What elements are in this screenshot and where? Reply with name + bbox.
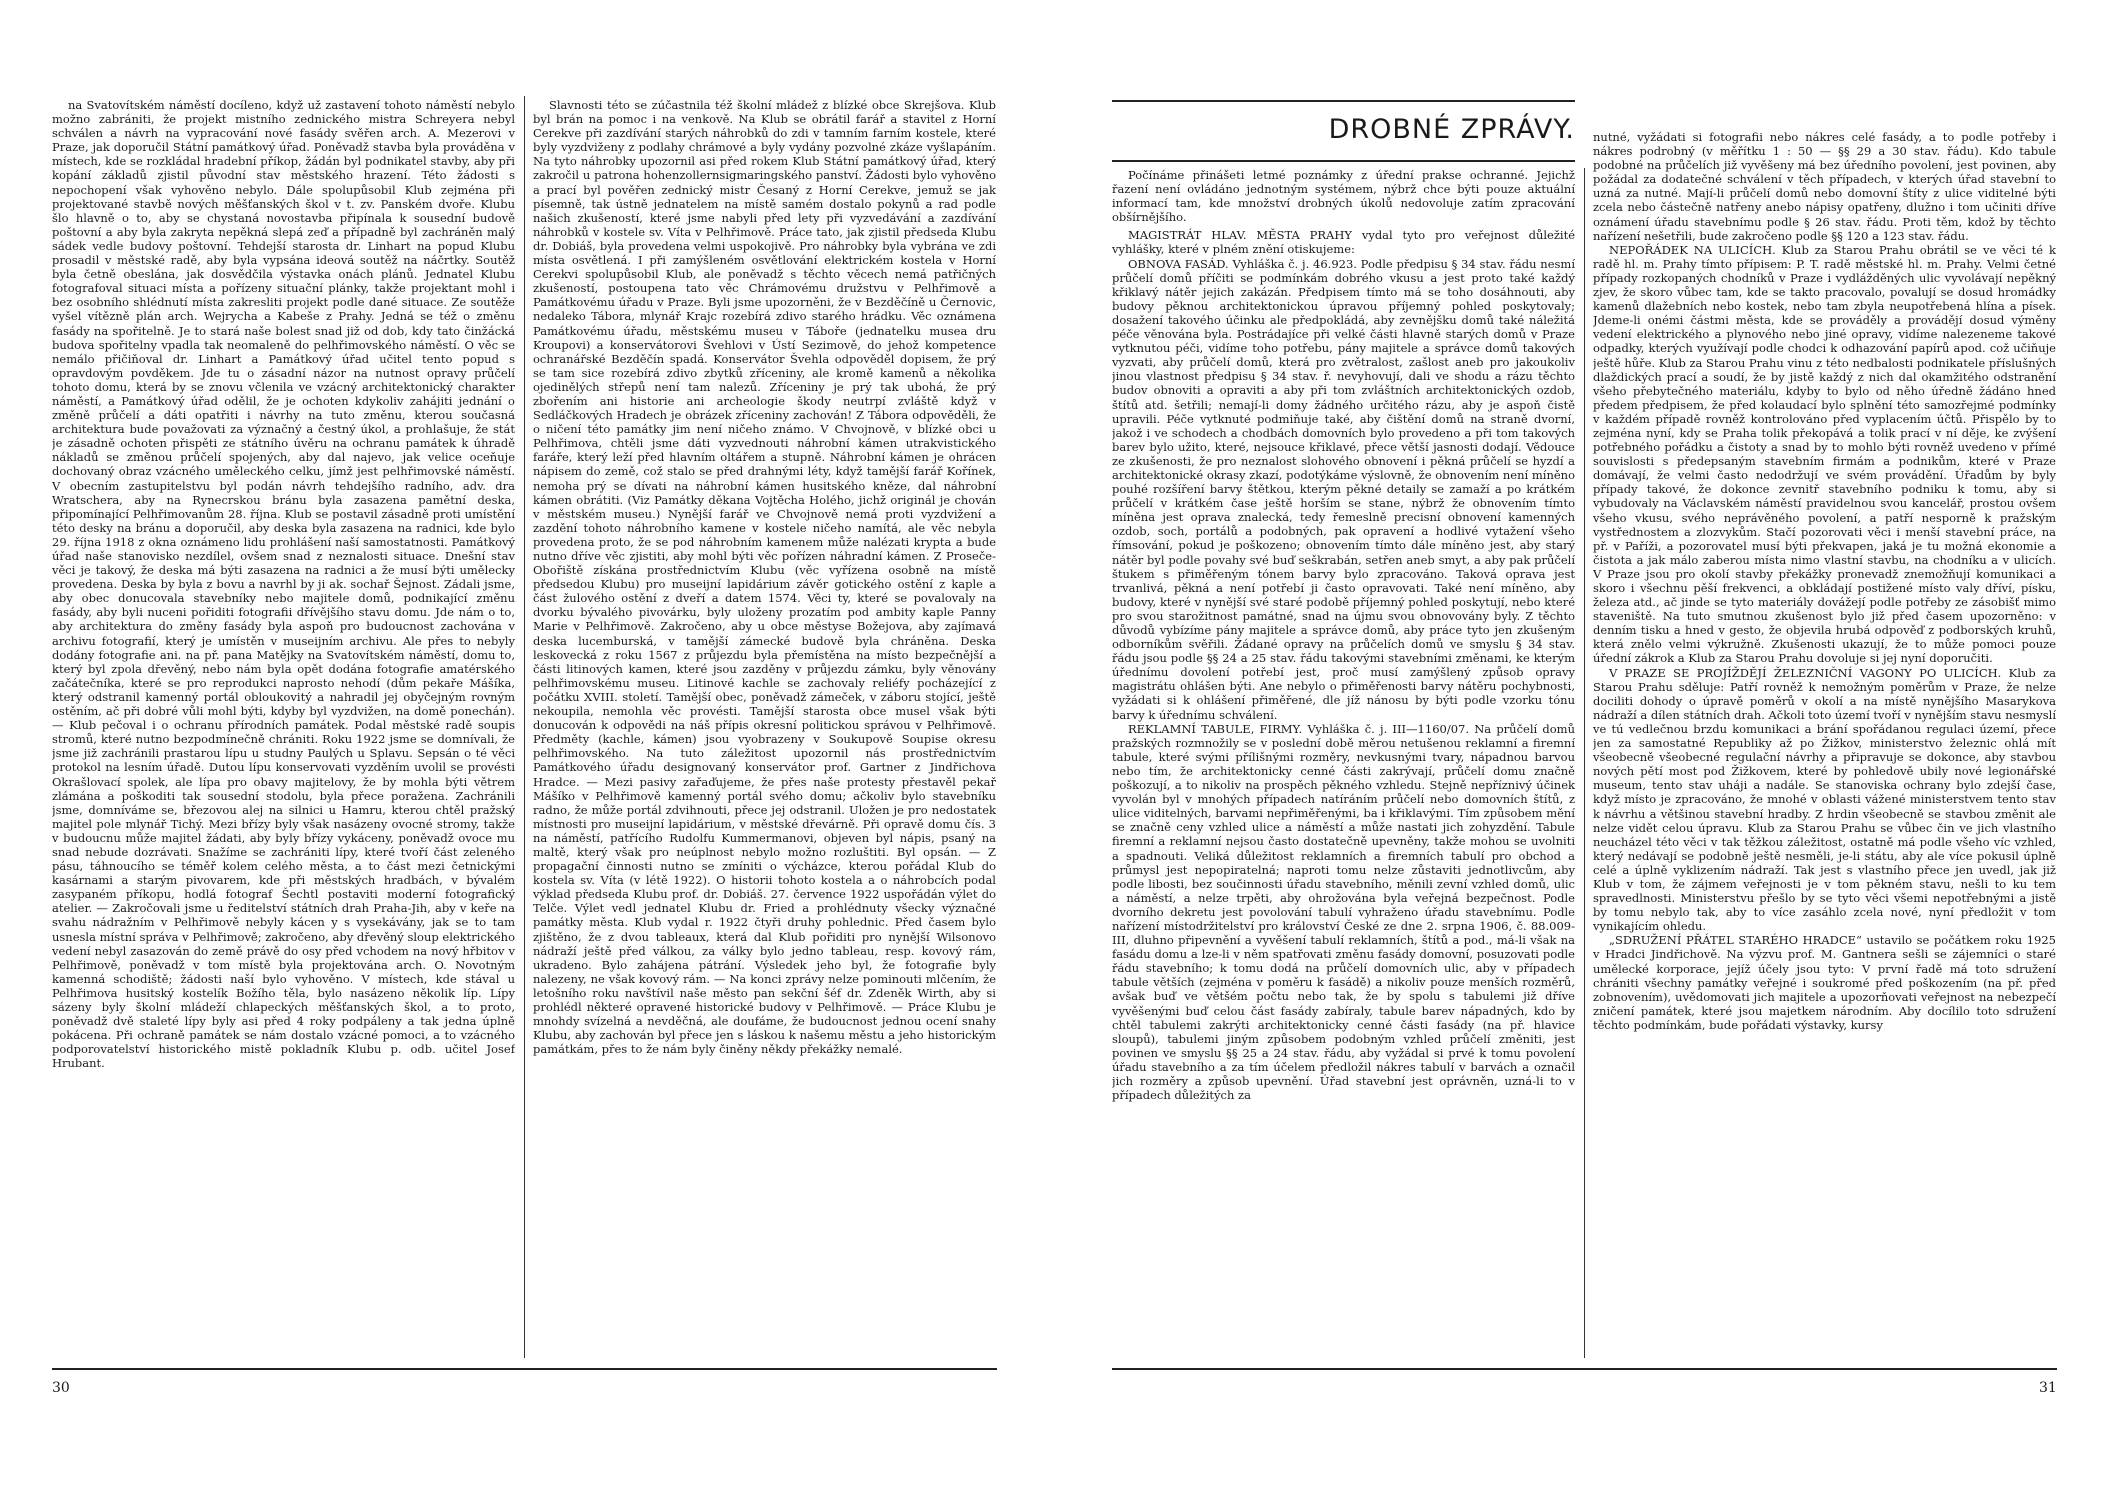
right-page — [1057, 0, 2114, 1500]
right-page-column-1 — [1112, 168, 1575, 1358]
paragraph: V PRAZE SE PROJÍŽDĚJÍ ŽELEZNIČNÍ VAGONY PO ULICÍCH. Klub za Starou Prahu sděluje: Patří rovněž k nemožným poměrům v Praze, že nelze dociliti dohody o úpravě poměrů v okolí a na místě nynějšího Masarykova nádraží a dílen státních drah. Ačkoli toto území tvoří v nynějším stavu nesmyslí ve tú vedlečnou brzdu komunikaci a brání spořádanou regulaci území, přece jen za samostatné Republiky až po Žižkov, ministerstvo železnic ohlá mít všeobecně všeobecné regulační návrhy a připravuje se dokonce, aby stavbou nových pětí most pod Žižkovem, které by pohledově ubily nové legionářské museum, tento stav uháji a nadále. Se stanoviska ochrany bylo zdejší čase, když místo je zpracováno, že mnohé v oblasti vážené ministerstvem tento stav k návrhu a většinou stavební hradby. Z hrdin všeobecně se stavbou změnit ale nelze vidět celou úpravu. Klub za Starou Prahu se vůbec čin ve jich vlastního neucházel této věci v tak těžkou záležitost, ostatně má podle všeho víc vzhled, který nedávají se podobně ještě nesměli, je-li státu, aby ale více pokusil úplně celé a úplně vyklizením nádraží. Tak jest s vlastního přece jen uvedl, jak již Klub v tom, že zájmem veřejnosti je v tom pěkném stavu, nešli to ku tem spravedlnosti. Ministerstvu přešlo by se tyto věci všemi nepotřebnými a jistě by tomu nebylo tak, aby to více zasáhlo zcela nové, nyní předložit v tom vynikajícím ohledu. — [1593, 665, 2056, 934]
right-page-column-2 — [1593, 130, 2056, 1358]
footer-rule — [1112, 1368, 2057, 1370]
paragraph: na Svatovítském náměstí docíleno, když už zastavení tohoto náměstí nebylo možno zabrániti, že projekt mistního zednického mistra Schreyera nebyl schválen a návrh na vypracování nové fasády svěřen arch. A. Mezerovi v Praze, jak doporučil Státní památkový úřad. Poněvadž stavba byla prováděna v místech, kde se rozkládal hradební příkop, žádán byl podnikatel stavby, aby při kopání základů zjistil původní stav městského hrazení. Této žádosti s nepochopení však vyhověno nebylo. Dále spolupůsobil Klub zejména při projektované stavbě nových měšťanských škol v t. zv. Panském dvoře. Klubu šlo hlavně o to, aby se chystaná novostavba připínala k sousední budově poštovní a aby byla zakryta nepěkná slepá zeď a případně byl zachráněn malý sádek vedle budovy poštovní. Tehdejší starosta dr. Linhart na popud Klubu prosadil v městské radě, aby byla vypsána ideová soutěž na náčrtky. Soutěž byla četně obeslána, jak dosvědčila výstavka onách plánů. Jednatel Klubu fotografoval situaci místa a pořízeny situační plánky, takže projektant mohl i bez osobního shlédnutí místa zakresliti projekt podle dané situace. Ze soutěže vyšel vítězně plán arch. Wejrycha a Kabeše z Prahy. Jedná se též o změnu fasády na spořitelně. Je to stará naše bolest snad již od dob, kdy tato činžácká budova spořitelny vpadla tak neomaleně do pelhřimovského náměstí. O věc se nemálo přičiňoval dr. Linhart a Památkový úřad učitel tento popud s opravdovým povděkem. Jde tu o zásadní názor na nutnost opravy průčelí tohoto domu, která by se znovu včlenila ve vzácný architektonický charakter náměstí, a Památkový úřad odělil, že je ochoten kdykoliv zahájiti jednání o změně průčelí a dáti opatřiti i návrhy na tuto změnu, kterou současná architektura bude považovati za význačný a čestný úkol, a prohlašuje, že stát je zásadně ochoten přispěti ze státního úvěru na ochranu památek k úhradě nákladů se změnou průčelí spojených, aby dal najevo, jak velice oceňuje dochovaný obraz vzácného uměleckého celku, jímž jest pelhřimovské náměstí. V obecním zastupitelstvu byl podán návrh tehdejšího radního, adv. dra Wratschera, aby na Rynecrskou bránu byla zasazena pamětní deska, připomínající Pelhřimovanům 28. října. Klub se postavil zásadně proti umístění této desky na bránu a doporučil, aby deska byla zasazena na radnici, kde bylo 29. října 1918 z okna oznámeno lidu prohlášení naší samostatnosti. Památkový úřad naše stanovisko nezdílel, ovšem snad z neznalosti situace. Dnešní stav věci je takový, že deska má býti zasazena na radnici a že musí býti umělecky provedena. Deska by byla z bovu a navrhl by ji ak. sochař Šejnost. Zádali jsme, aby obec donucovala stavebníky nebo majitele domů, podnikající změnu fasády, aby byli nuceni pořiditi fotografii dřívějšího stavu domu. Jde nám o to, aby architektura do změny fasády byla aspoň pro budoucnost zachována v archivu fotografií, který je umístěn v museijním archivu. Ale přes to nebyly dodány fotografie ani. na př. pana Matějky na Svatovítském náměstí, domu to, který byl zpola dřevěný, nebo nám byla opět dodána fotografie amatérského začátečníka, které se pro reprodukci naprosto nehodí (dům pekaře Mášíka, který odstranil kamenný portál obloukovitý a nahradil jej obyčejným rovným ostěním, ač při dobré vůli mohl býti, kdyby byl vyzdvižen, na domě ponechán). — Klub pečoval i o ochranu přírodních památek. Podal městské radě soupis stromů, které nutno bezpodmínečně chrániti. Roku 1922 jsme se domnívali, že jsme již zachránili prastarou lípu u studny Paulých u Splavu. Sepsán o té věci protokol na lesním úřadě. Dutou lípu konservovati vyzděním uvolil se provésti Okrašlovací spolek, ale lípa pro obavy majitelovy, že by mohla býti větrem zlámána a poškoditi tak sousední stodolu, byla přece poražena. Zachránili jsme, domníváme se, březovou alej na silnici u Hamru, kterou chtěl pražský majitel pole mlynář Tichý. Mezi břízy byly však nasázeny ovocné stromy, takže v budoucnu může majitel žádati, aby byly břízy vykáceny, poněvadž ovoce mu snad nebude dozrávati. Snažíme se zachrániti lípy, které tvoří část zeleného pásu, táhnoucího se téměř kolem celého města, a to část mezi četnickými kasárnami a starým pivovarem, kde při městských hradbách, v bývalém zasypaném příkopu, hodlá fotograf Šechtl postaviti moderní fotografický atelier. — Zakročovali jsme u ředitelství státních drah Praha-Jih, aby v keře na svahu nádražním v Pelhřimově nebyly kácen y s vysekávány, jak se to tam usnesla místní správa v Pelhřimově; zakročeno, aby dřevěný sloup elektrického vedení nebyl zasazován do země právě do osy před vchodem na nový hřbitov v Pelhřimově, poněvadž v tom místě byla projektována arch. O. Novotným kamenná schodiště; žádosti naší bylo vyhověno. V místech, kde stával u Pelhřimova husitský kostelík Božího těla, bylo nasázeno několik líp. Lípy sázeny byly školní mládeží chlapeckých měšťanských škol, a to proto, poněvadž dvě staleté lípy byly asi před 4 roky podpáleny a tak jedna úplně pokácena. Při ochraně památek se nám dostalo vzácné pomoci, a to vzácného podporovatelství historického mistě pokladník Klubu p. odb. učitel Josef Hrubant. — [52, 98, 515, 1071]
footer-rule — [52, 1368, 997, 1370]
left-page-column-1 — [52, 98, 515, 1358]
column-divider — [1584, 168, 1585, 1358]
paragraph: NEPOŘÁDEK NA ULICÍCH. Klub za Starou Prahu obrátil se ve věci té k radě hl. m. Prahy tímto přípisem: P. T. radě městské hl. m. Prahy. Velmi četné případy rozkopaných chodníků v Praze i vydlážděných ulic vyvolávají nepěkný zjev, že skoro vůbec tam, kde se takto pracovalo, povalují se dosud hromádky kamenů dlažebních nebo kostek, nebo tam zbyla neupotřebená hlína a písek. Jdeme-li onémi částmi města, kde se prováděly a provádějí dosud výměny vedení elektrického a plynového nebo jiné opravy, vidíme nalezeneme takové odpadky, kterých využívají podle chodci k odhazování papírů apod. což učiňuje ještě hůře. Klub za Starou Prahu vinu z této nedbalosti podnikatele příslušných dlaždických prací a soudí, že by jistě každý z nich dal okamžitého odstranění všeho přebytečného materiálu, kdyby to bylo od něho úředně žádáno hned předem předpisem, že před kolaudací bylo splnění této samozřejmé podmínky v každém případě rovněž kontrolováno před vyplacením účtů. Přispělo by to zejména nyní, kdy se Praha tolik překopává a tolik prací v ní děje, ke zvýšení potřebného pořádku a čistoty a snad by to mohlo býti rovněž uvedeno v přímé souvislosti s předepsaným stavebním firmám a podnikům, které v Praze domávají, že velmi často nedodržují ve svém provádění. Úřadům by byly případy takové, že dokonce zevnitř stavebního podniku k tomu, aby si vybudovaly na Václavském náměstí pravidelnou svou kancelář, prostou ovšem všeho vkusu, svého neprávěného povolení, a patří nesporně k pražským vystřednostem a zlozvykům. Stačí pozorovati věci i menší stavební práce, na př. v Paříži, a pozorovatel musí býti překvapen, jaká je tu možná ekonomie a čistota a jak málo zaberou místa nimo vlastní stavbu, na chodníku a v ulicích. V Praze jsou pro okolí stavby překážky pronevadž znemožňují komunikaci a skoro i všechnu pěší frekvenci, a obkládají postižené místo valy dříví, písku, železa atd., ač jinde se tyto materiály dovážejí podle potřeby ze zásobišť mimo staveniště. Na tuto smutnou zkušenost bylo již před časem upozorněno: v denním tisku a hned v gesto, že objevila hrubá odpověď z podborských kruhů, která znělo velmi výkružně. Zkušenosti ukazují, že to může pomoci pouze úřední zákrok a Klub za Starou Prahu dovoluje si jej nyní doporučiti. — [1593, 242, 2056, 666]
paragraph: „SDRUŽENÍ PŘÁTEL STARÉHO HRADCE“ ustavilo se počátkem roku 1925 v Hradci Jindřichově. Na výzvu prof. M. Gantnera sešli se zájemníci o staré umělecké korporace, jejíž účely jsou tyto: V první řadě má toto sdružení chrániti všechny památky veřejné i soukromé před poškozením (na př. před zobnovením), uvědomovati jich majitele a upozorňovati veřejnost na nebezpečí zničení památek, které jsou majetkem národním. Aby docílilo toto sdružení těchto podmínkám, bude pořádati výstavky, kursy — [1593, 933, 2056, 1032]
paragraph: Slavnosti této se zúčastnila též školní mládež z blízké obce Skrejšova. Klub byl brán na pomoc i na venkově. Na Klub se obrátil farář a stavitel z Horní Cerekve při zazdívání starých náhrobků do zdi v tamním farním kostele, které byly vyzdviženy z podlahy chrámové a byly vydány pozvolné zkáze vyšlapáním. Na tyto náhrobky upozornil asi před rokem Klub Státní památkový úřad, který zakročil u patrona hohenzollernsigmaringského panství. Žádosti bylo vyhověno a prací byl pověřen zednický mistr Česaný z Horní Cerekve, jemuž se jak písemně, tak ústně jednatelem na místě samém dostalo pokynů a rad podle našich zkušeností, které jsme nabyli před lety při vyzvedávání a zazdívání náhrobků v kostele sv. Víta v Pelhřimově. Práce tato, jak zjistil předseda Klubu dr. Dobiáš, byla provedena velmi uspokojivě. Pro náhrobky byla vybrána ve zdi místa osvětlená. I při zamýšleném osvětlování elektrickém kostela v Horní Cerekvi spolupůsobil Klub, ale poněvadž s těchto věcech nemá patřičných zkušeností, postoupena tato věc Chrámovému družstvu v Pelhřimově a Památkovému úřadu v Praze. Byli jsme upozorněni, že v Bezděčíně u Černovic, nedaleko Tábora, mlynář Krajc rozebírá zdivo starého hrádku. Věc oznámena Památkovému úřadu, městskému museu v Táboře (jednatelku musea dru Kroupovi) a konservátorovi Švehlovi v Ústí Sezimově, do jehož kompetence ochranářské Bezděčín spadá. Konservátor Švehla odpověděl dopisem, že prý se tam sice rozebírá zdivo zbytků zříceniny, ale kromě kamenů a několika ojedinělých střepů není tam nalezů. Zříceniny je prý tak ubohá, že prý zbořením ani historie ani archeologie škody neutrpí zvláště když v Sedláčkových Hradech je obrázek zříceniny zachován! Z Tábora odpověděli, že o ničení této památky jim není ničeho známo. V Chvojnově, v blízké obci u Pelhřimova, chtěli jsme dáti vyzvednouti náhrobní kámen utrakvistického faráře, který leží před hlavním oltářem a stupně. Náhrobní kámen je ohrácen nápisem do země, což stalo se před drahnými léty, když tamější farář Kořínek, nemoha prý se dívati na náhrobní kámen husitského kněze, dal náhrobní kámen obrátiti. (Viz Památky děkana Vojtěcha Holého, jichž originál je chován v městském museu.) Nynější farář ve Chvojnově nemá proti vyzdvižení a zazdění tohoto náhrobního kamene v kostele ničeho namítá, ale věc nebyla provedena proto, že se pod náhrobním kamenem může nalézati krypta a bude nutno dříve věc zjistiti, aby mohl býti věc pořízen náhradní kámen. Z Proseče-Obořiště získána prostřednictvím Klubu (věc vyřízena osobně na místě předsedou Klubu) pro museijní lapidárium závěr gotického ostění z kaple a část žulového ostění z dveří a datem 1574. Věci ty, které se povalovaly na dvorku bývalého pivovárku, byly uloženy prozatím pod ambity kaple Panny Marie v Pelhřimově. Zakročeno, aby u obce městyse Božejova, aby zajímavá deska lucemburská, v tamější zámecké budově byla chráněna. Deska leskovecká z roku 1567 z průjezdu byla přemístěna na místo bezpečnější a části litinových kamen, které jsou zazděny v průjezdu zámku, byly věnovány pelhřimovskému museu. Litinové kachle se zachovaly reliéfy pocházející z počátku XVIII. století. Tamější obec, poněvadž zámeček, v záboru stojící, ještě nekoupila, nemohla věc provésti. Tamější starosta obce musel však býti donucován k odpovědi na náš přípis okresní politickou správou v Pelhřimově. Předměty (kachle, kámen) jsou vyobrazeny v Soukupově Soupise okresu pelhřimovského. Na tuto záležitost upozornil nás prostřednictvím Památkového úřadu designovaný konservátor prof. Gartner z Jindřichova Hradce. — Mezi pasivy zařaďujeme, že přes naše protesty přestavěl pekař Mášíko v Pelhřimově kamenný portál svého domu; ačkoliv bylo stavebníku radno, že může portál zdvihnouti, přece jej odstranil. Uložen je pro nedostatek místnosti pro museijní lapidárium, v městské dřevárně. Při opravě domu čís. 3 na náměstí, patřícího Rudolfu Kummermanovi, objeven byl nápis, psaný na maltě, který však pro neúplnost nebylo možno rozluštiti. Byl opsán. — Z propagační činnosti nutno se zmíniti o výcházce, kterou pořádal Klub do kostela sv. Víta (v létě 1922). O historii tohoto kostela a o náhrobcích podal výklad předseda Klubu prof. dr. Dobiáš. 27. července 1922 uspořádán výlet do Telče. Výlet vedl jednatel Klubu dr. Fried a prohlédnuty všecky význačné památky města. Klub vydal r. 1922 čtyři druhy pohlednic. Před časem bylo zjištěno, že z dvou tableaux, která dal Klub pořiditi pro nynější Wilsonovo nádraží ještě před válkou, za války bylo jedno tableau, resp. kovový rám, ukradeno. Bylo zahájena pátrání. Výsledek jeho byl, že fotografie byly nalezeny, ne však kovový rám. — Na konci zprávy nelze pominouti mlčením, že letošního roku navštívil naše město pan sekční šéf dr. Zdeněk Wirth, aby si prohlédl některé opravené historické budovy v Pelhřimově. — Práce Klubu je mnohdy svízelná a nevděčná, ale doufáme, že budoucnost jednou ocení snahy Klubu, aby zachován byl přece jen s láskou k našemu městu a jeho historickým památkám, přes to že nám byly činěny někdy překážky nemalé. — [533, 98, 996, 1057]
section-title: DROBNÉ ZPRÁVY. — [1328, 114, 1575, 145]
paragraph: REKLAMNÍ TABULE, FIRMY. Vyhláška č. j. III—1160/07. Na průčelí domů pražských rozmnožily se v poslední době měrou netušenou reklamní a firemní tabule, které svými přílišnými rozměry, nevkusnými tvary, nápadnou barvou nebo tím, že architektonicky cenné části zakrývají, průčelí domu značně poškozují, a to nikoliv na prospěch pěkného vzhledu. Stejně nepříznivý účinek vyvolán byl v mnohých případech natíráním průčelí nebo domovních štítů, z ulice viditelných, barvami nepřiměřenými, ba i křiklavými. Tím způsobem mění se značně ceny vzhled ulice a náměstí a může nastati jich zohyzdění. Tabule firemní a reklamní nejsou často dostatečně upevněny, takže mohou se uvolniti a spadnouti. Veliká důležitost reklamních a firemních tabulí pro obchod a průmysl jest nepopiratelná; naproti tomu nelze zůstaviti jednotlivcům, aby podle libosti, bez součinnosti úřadu stavebního, měnili zevní vzhled domů, ulic a náměstí, a nelze trpěti, aby ohrožována byla veřejná bezpečnost. Podle dvorního dekretu jest povolování tabulí vyhraženo úřadu stavebnímu. Podle nařízení místodržitelství pro království České ze dne 2. srpna 1906, č. 88.009-III, dluhno připevnění a vyvěšení tabulí reklamních, štítů a pod., má-li však na fasádu domu a lze-li v něm spatřovati změnu fasády domovní, posuzovati podle řádu stavebního; k tomu dodá na průčelí domovních ulic, aby v případech tabule větších (zejména v poměru k fasádě) a nikoliv pouze menších rozměrů, avšak buď ve většém počtu nebo tak, že by spolu s tabulemi již dříve vyvěšenými buď celou část fasády zabíraly, tabule barev nápadných, kdo by chtěl tabulemi zakrýti architektonicky cenné části fasády (na př. hlavice sloupů), tabulemi jiným způsobem podobným vzhled průčelí změniti, jest povinen ve smyslu §§ 25 a 24 stav. řádu, aby vyžádal si prvé k tomu povolení úřadu stavebního a za tím účelem předložil nákres tabulí v barvách a označil jich rozměry a způsob upevnění. Úřad stavební jest oprávněn, uzná-li to v případech důležitých za — [1112, 721, 1575, 1103]
page-number: 30 — [52, 1380, 70, 1396]
page-number: 31 — [2039, 1380, 2057, 1396]
section-header — [1112, 100, 1575, 162]
intro-paragraph: Počínáme přinášeti letmé poznámky z úřední prakse ochranné. Jejichž řazení není ovládáno jednotným systémem, nýbrž chce býti pouze aktuální informací tam, kde množství drobných úkolů nedovoluje zatím zpracování obšírnějšího. — [1112, 168, 1575, 225]
paragraph: MAGISTRÁT HLAV. MĚSTA PRAHY vydal tyto pro veřejnost důležité vyhlášky, které v plném znění otiskujeme: — [1112, 228, 1575, 257]
paragraph: OBNOVA FASÁD. Vyhláška č. j. 46.923. Podle předpisu § 34 stav. řádu nesmí průčelí domů příčiti se podmínkám dobrého vkusu a jest proto také každý křiklavý nátěr jejich zakázán. Předpisem tímto má se toho dosáhnouti, aby budovy pěknou architektonickou úpravou příjemný pohled poskytovaly; dosažení takového účinku ale předpokládá, aby zevnějšku domů také náležitá péče věnována byla. Postrádajíce při velké části hlavně starých domů v Praze vytknutou péči, vidíme toho potřebu, pány majitele a správce domů takových vyzvati, aby průčelí domů, která pro zvětralost, zašlost aneb pro jakoukoliv jinou vlastnost předpisu § 34 stav. ř. nevyhovují, dali ve shodu a rázu těchto budov obnoviti a opraviti a aby při tom zvláštních architektonických ozdob, štítů atd. šetřili; nemají-li domy žádného určitého rázu, aby je aspoň čistě upravili. Péče vytknuté podmiňuje také, aby čištění domů na straně dvorní, jakož i ve schodech a chodbách domovních bylo provedeno a při tom takových barev bylo užito, které, nejsouce křiklavé, přece větší jasnosti dodají. Vědouce ze zkušenosti, že pro neznalost slohového obnovení i pěkná průčelí se hyzdí a architektonické okrasy zkazí, podotýkáme výslovně, že obnovením není míněno pouhé rozšíření barvy štětkou, kterým pěkné detaily se zamaží a po krátkém průčelí v krátkém čase ještě horším se stane, nýbrž že obnovením tímto míněna jest oprava znalecká, tedy řemeslně precisní obnovení kamenných ozdob, soch, portálů a podobných, pak opravení a hodlivé vytažení všeho římsování, pokud je poškozeno; obnovením tímto dále míněno jest, aby starý nátěr byl podle povahy své buď seškrabán, setřen aneb smyt, a aby pak průčelí štukem s přiměřeným tónem barvy bylo zpracováno. Taková oprava jest trvanlivá, pěkná a není potřebí ji často opravovati. Také není míněno, aby budovy, které v nynější své staré podobě příjemný pohled poskytují, nebo které pro svou starožitnost památné, snad na újmu svou obnovovány byly. Z těchto důvodů vybízíme pány majitele a správce domů, aby práce tyto jen zkušeným odborníkům svěřili. Žádané opravy na průčelích domů ve smyslu § 34 stav. řádu jsou podle §§ 24 a 25 stav. řádu takovými stavebními změnami, ke kterým úřednímu dovolení potřebí jest, proč musí zamýšlený způsob opravy magistrátu ohlášen býti. Ane nebylo o přiměřenosti barvy nátěru pochybnosti, vyžádati si k ohlášení přiměřené, dle jíž nánosu by býti podle vzorku tónu barvy k úřednímu schválení. — [1112, 256, 1575, 722]
left-page-column-2 — [533, 98, 996, 1358]
paragraph: nutné, vyžádati si fotografii nebo nákres celé fasády, a to podle potřeby i nákres podrobný (v měřítku 1 : 50 — §§ 29 a 30 stav. řádu). Kdo tabule podobné na průčelích již vyvěšeny má bez úředního povolení, jest povinen, aby požádal za dodatečné schválení v těch případech, v kterých úřad stavební to uzná za nutné. Mají-li průčelí domů nebo domovní štíty z ulice viditelné býti zcela nebo částečně natřeny anebo nápisy opatřeny, dlužno i tom učiniti dříve oznámení úřadu stavebnímu podle § 26 stav. řádu. Proti těm, kdož by těchto nařízení nešetřili, bude zakročeno podle §§ 120 a 123 stav. řádu. — [1593, 130, 2056, 243]
column-divider — [524, 96, 525, 1358]
